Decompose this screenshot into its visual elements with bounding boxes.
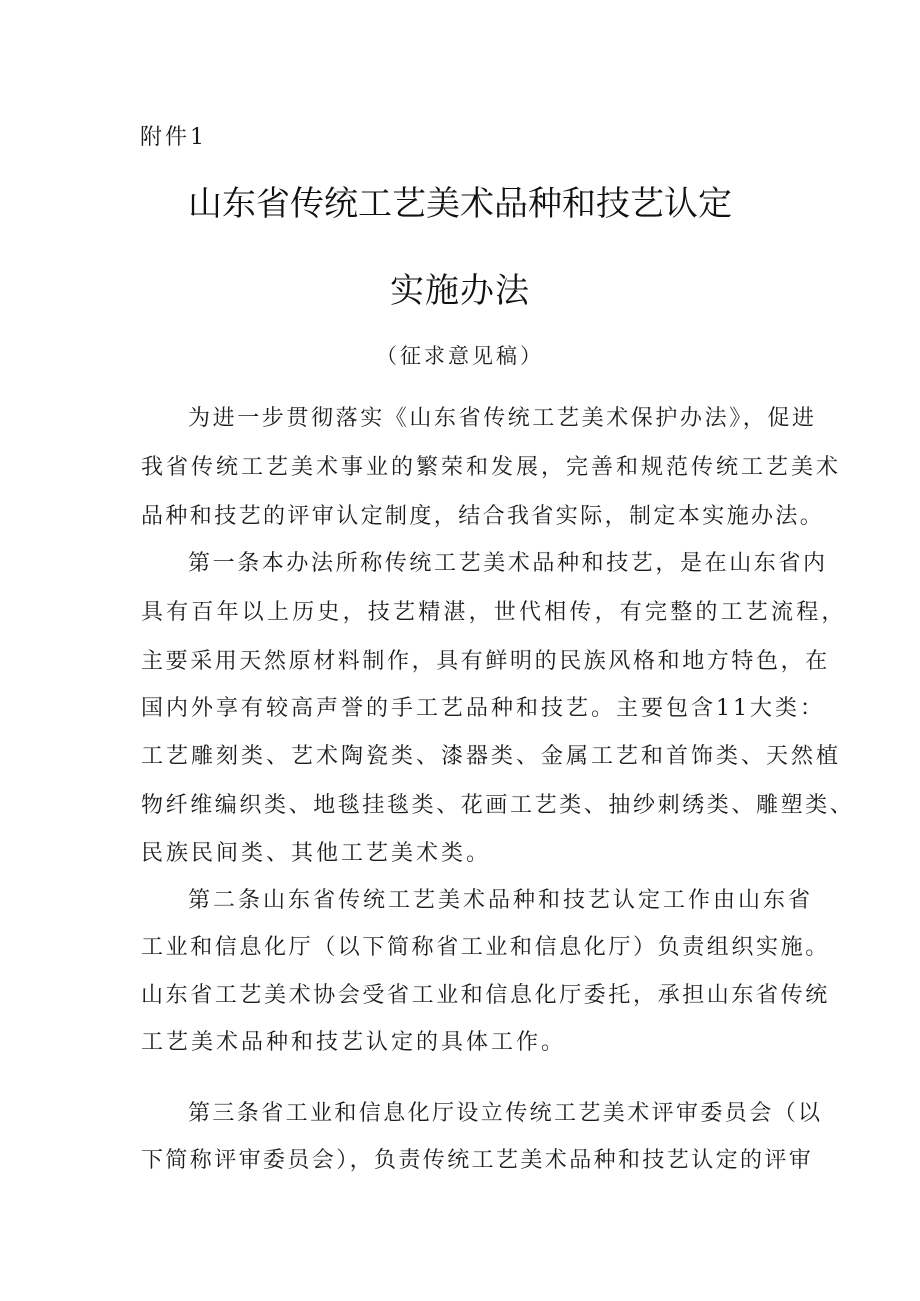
paragraph-line: 为进一步贯彻落实《山东省传统工艺美术保护办法》，促进 <box>188 406 817 431</box>
paragraph-line: 我省传统工艺美术事业的繁荣和发展，完善和规范传统工艺美术 <box>141 455 842 480</box>
paragraph-line: 工业和信息化厅（以下简称省工业和信息化厅）负责组织实施。 <box>141 935 830 960</box>
paragraph-line: 第一条本办法所称传统工艺美术品种和技艺，是在山东省内 <box>188 551 828 576</box>
paragraph-line: 工艺美术品种和技艺认定的具体工作。 <box>141 1030 567 1055</box>
paragraph-line: 品种和技艺的评审认定制度，结合我省实际，制定本实施办法。 <box>141 504 825 529</box>
paragraph-line: 具有百年以上历史，技艺精湛，世代相传，有完整的工艺流程， <box>141 600 847 625</box>
paragraph-line: 物纤维编织类、地毯挂毯类、花画工艺类、抽纱刺绣类、雕塑类、 <box>141 793 855 818</box>
paragraph-line: 下简称评审委员会），负责传统工艺美术品种和技艺认定的评审 <box>141 1148 814 1173</box>
subtitle: （征求意见稿） <box>376 344 544 368</box>
paragraph-line: 国内外享有较高声誉的手工艺品种和技艺。主要包含11大类： <box>141 696 825 721</box>
paragraph-line: 第二条山东省传统工艺美术品种和技艺认定工作由山东省 <box>188 888 814 913</box>
paragraph-line: 第三条省工业和信息化厅设立传统工艺美术评审委员会（以 <box>188 1101 823 1126</box>
paragraph-line: 山东省工艺美术协会受省工业和信息化厅委托，承担山东省传统 <box>141 983 830 1008</box>
attachment-label: 附件1 <box>140 125 207 150</box>
paragraph-line: 主要采用天然原材料制作，具有鲜明的民族风格和地方特色，在 <box>141 649 830 674</box>
title-line-1: 山东省传统工艺美术品种和技艺认定 <box>188 184 732 224</box>
paragraph-line: 工艺雕刻类、艺术陶瓷类、漆器类、金属工艺和首饰类、天然植 <box>141 744 842 769</box>
paragraph-line: 民族民间类、其他工艺美术类。 <box>141 841 492 866</box>
title-line-2: 实施办法 <box>390 271 530 311</box>
